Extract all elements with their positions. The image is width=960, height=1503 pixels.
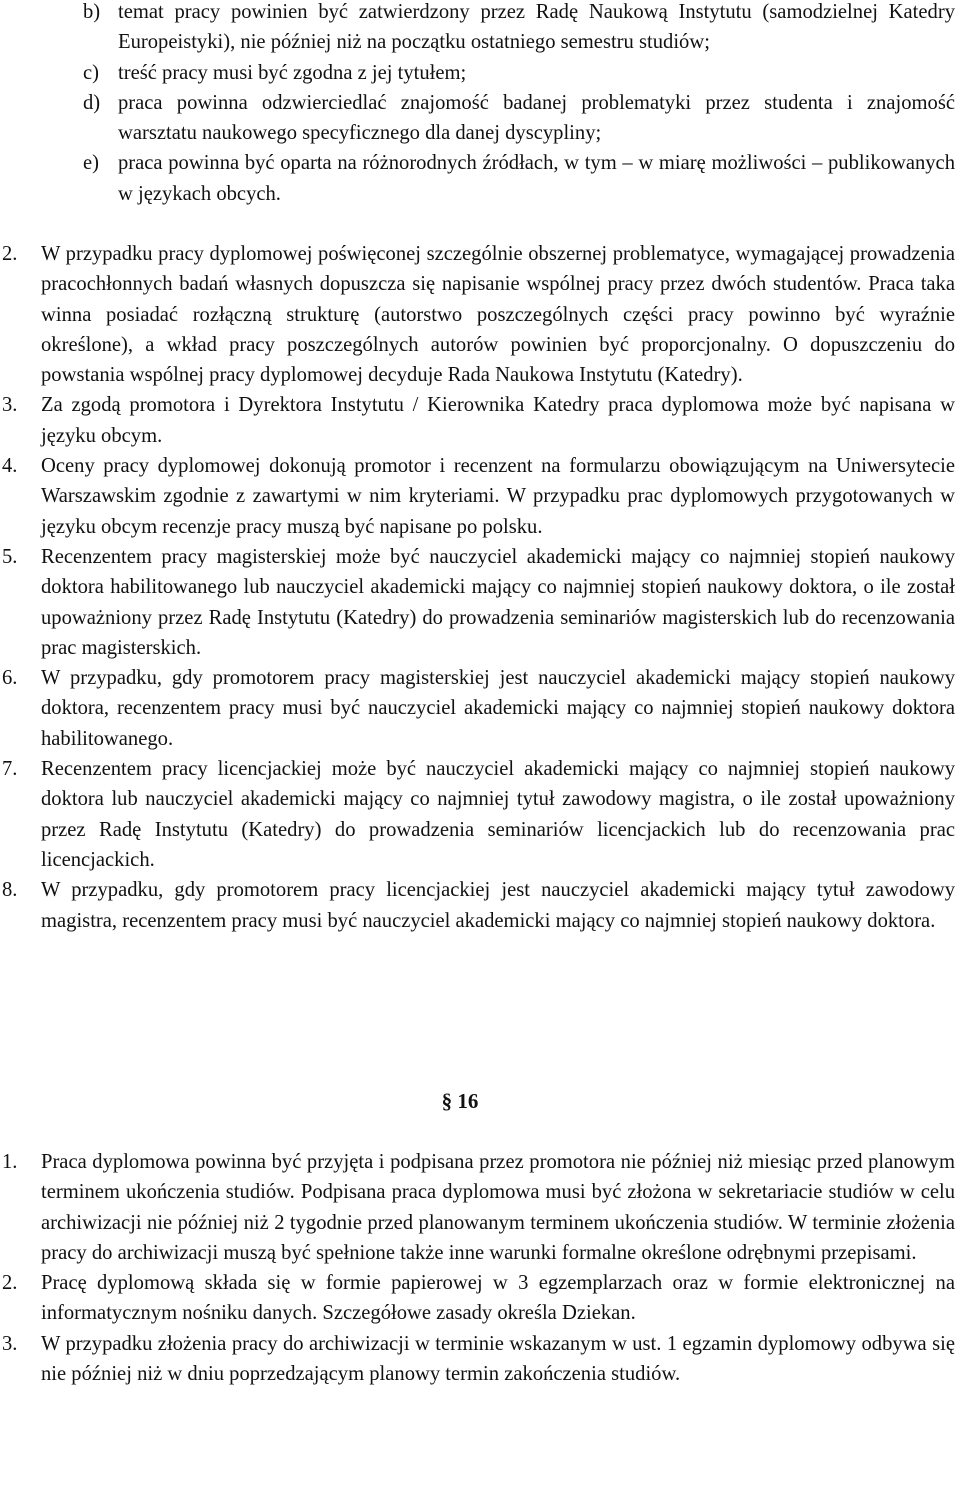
list-item	[0, 1147, 955, 1268]
item-marker: 5.	[2, 545, 18, 568]
lettered-list	[0, 0, 955, 209]
item-text: Recenzentem pracy licencjackiej może być nauczyciel akademicki mający co najmniej stopień naukowy doktora lub nauczyciel akademicki mający co najmniej tytuł zawodowy magistra, o ile został upoważniony przez Radę Instytutu (Katedry) do prowadzenia seminariów licencjackich lub do recenzowania prac licencjackich.	[41, 758, 955, 871]
item-marker: 2.	[2, 243, 18, 265]
list-item	[0, 390, 955, 451]
item-text: Praca dyplomowa powinna być przyjęta i podpisana przez promotora nie później niż miesiąc przed planowym terminem ukończenia studiów. Podpisana praca dyplomowa musi być złożona w sekretariacie studiów w celu archiwizacji nie później niż 2 tygodnie przed planowanym terminem ukończenia studiów. W terminie złożenia pracy do archiwizacji muszą być spełnione także inne warunki formalne określone odrębnymi przepisami.	[41, 1151, 955, 1264]
item-marker: 8.	[2, 879, 18, 902]
list-item	[0, 542, 955, 663]
item-text: Oceny pracy dyplomowej dokonują promotor i recenzent na formularzu obowiązującym na Uniwersytecie Warszawskim zgodnie z zawartymi w nim kryteriami. W przypadku prac dyplomowych przygotowanych w języku obcym recenzje pracy muszą być napisane po polsku.	[41, 455, 955, 538]
item-marker: 7.	[2, 758, 18, 781]
item-text: W przypadku złożenia pracy do archiwizacji w terminie wskazanym w ust. 1 egzamin dyplomowy odbywa się nie później niż w dniu poprzedzającym planowy termin zakończenia studiów.	[41, 1332, 955, 1386]
list-item	[0, 663, 955, 754]
item-marker: b)	[83, 1, 101, 23]
numbered-list-section-16	[0, 1147, 955, 1389]
list-item	[0, 1329, 955, 1390]
item-marker: e)	[83, 152, 99, 175]
item-text: praca powinna odzwierciedlać znajomość badanej problematyki przez studenta i znajomość warsztatu naukowego specyficznego dla danej dyscypliny;	[118, 91, 955, 145]
item-text: Za zgodą promotora i Dyrektora Instytutu / Kierownika Katedry praca dyplomowa może być napisana w języku obcym.	[41, 394, 955, 447]
list-item	[0, 148, 955, 209]
list-item	[0, 239, 955, 390]
item-marker: 3.	[2, 1332, 18, 1355]
numbered-list-section-15	[0, 239, 955, 936]
list-item	[0, 58, 955, 88]
item-text: W przypadku pracy dyplomowej poświęconej szczególnie obszernej problematyce, wymagającej prowadzenia pracochłonnych badań własnych dopuszcza się napisanie wspólnej pracy przez dwóch studentów. Praca taka winna posiadać rozłączną strukturę (autorstwo poszczególnych części pracy powinno być wyraźnie określone), a wkład pracy poszczególnych autorów powinien być proporcjonalny. O dopuszczeniu do powstania wspólnej pracy dyplomowej decyduje Rada Naukowa Instytutu (Katedry).	[41, 243, 955, 387]
item-text: treść pracy musi być zgodna z jej tytułem;	[118, 61, 467, 84]
list-item	[0, 754, 955, 875]
list-item	[0, 88, 955, 149]
item-marker: 6.	[2, 667, 18, 690]
item-text: Pracę dyplomową składa się w formie papierowej w 3 egzemplarzach oraz w formie elektronicznej na informatycznym nośniku danych. Szczegółowe zasady określa Dziekan.	[41, 1272, 955, 1325]
list-item	[0, 1268, 955, 1329]
item-marker: 3.	[2, 394, 18, 417]
item-marker: 2.	[2, 1272, 18, 1295]
item-text: W przypadku, gdy promotorem pracy magisterskiej jest nauczyciel akademicki mający stopień naukowy doktora, recenzentem pracy musi być nauczyciel akademicki mający co najmniej stopień naukowy doktora habilitowanego.	[41, 667, 955, 750]
item-text: temat pracy powinien być zatwierdzony przez Radę Naukową Instytutu (samodzielnej Katedry Europeistyki), nie później niż na początku ostatniego semestru studiów;	[118, 1, 955, 54]
list-item	[0, 451, 955, 542]
item-text: praca powinna być oparta na różnorodnych źródłach, w tym – w miarę możliwości – publikowanych w językach obcych.	[118, 152, 955, 205]
item-marker: d)	[83, 91, 101, 114]
item-marker: c)	[83, 61, 99, 84]
item-marker: 4.	[2, 455, 18, 478]
item-text: W przypadku, gdy promotorem pracy licencjackiej jest nauczyciel akademicki mający tytuł zawodowy magistra, recenzentem pracy musi być nauczyciel akademicki mający co najmniej stopień naukowy doktora.	[41, 879, 955, 932]
item-marker: 1.	[2, 1151, 18, 1173]
section-heading: § 16	[441, 1089, 479, 1113]
item-text: Recenzentem pracy magisterskiej może być nauczyciel akademicki mający co najmniej stopień naukowy doktora habilitowanego lub nauczyciel akademicki mający co najmniej stopień naukowy doktora, o ile został upoważniony przez Radę Instytutu (Katedry) do prowadzenia seminariów magisterskich lub do recenzowania prac magisterskich.	[41, 545, 955, 659]
list-item	[0, 0, 955, 58]
list-item	[0, 875, 955, 936]
